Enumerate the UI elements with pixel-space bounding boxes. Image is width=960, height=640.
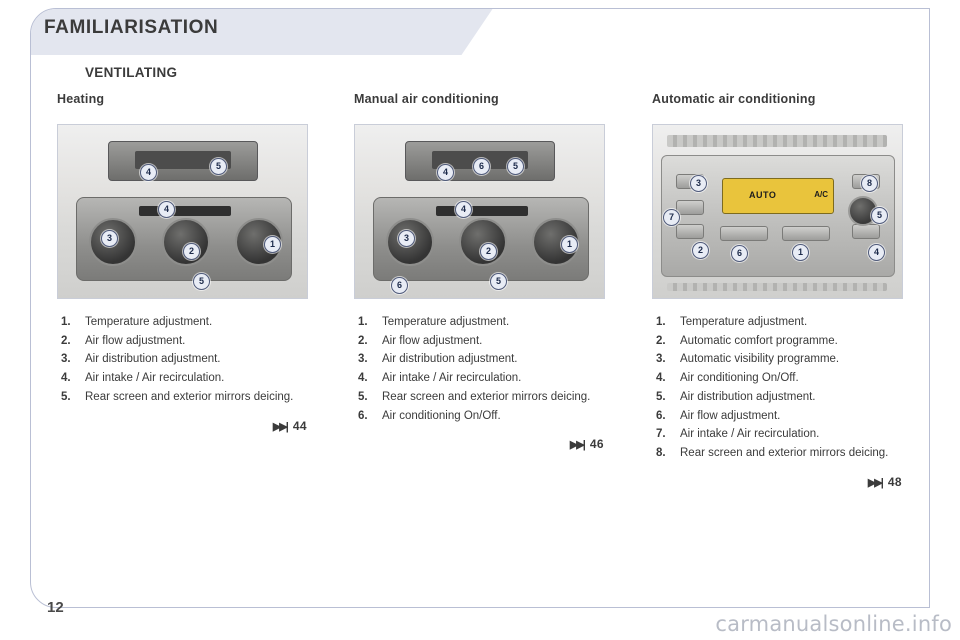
air-conditioning-onoff-button (852, 224, 880, 239)
legend-item (354, 334, 606, 349)
legend-item (57, 315, 309, 330)
callout-radio-4: 4 (140, 164, 157, 181)
callout-3: 3 (398, 230, 415, 247)
callout-3: 3 (101, 230, 118, 247)
legend-number: 4. (61, 372, 71, 385)
legend-text: Air flow adjustment. (382, 334, 483, 347)
legend-number: 5. (61, 390, 71, 403)
legend-text: Air conditioning On/Off. (680, 372, 799, 385)
display-auto-label: AUTO (749, 190, 777, 200)
legend-item (652, 352, 904, 367)
callout-4: 4 (455, 201, 472, 218)
legend-text: Air intake / Air recirculation. (680, 428, 820, 441)
callout-1: 1 (264, 236, 281, 253)
legend-number: 5. (358, 390, 368, 403)
cross-reference-heating[interactable] (57, 419, 309, 433)
legend-item (354, 409, 606, 424)
legend-number: 6. (656, 409, 666, 422)
cross-reference-automatic-ac[interactable] (652, 475, 904, 489)
legend-item (57, 334, 309, 349)
legend-number: 7. (656, 428, 666, 441)
legend-item (652, 446, 904, 461)
legend-item (57, 352, 309, 367)
legend-number: 8. (656, 447, 666, 460)
column-manual-ac (354, 92, 606, 451)
legend-number: 2. (61, 334, 71, 347)
legend-text: Air conditioning On/Off. (382, 409, 501, 422)
manual-ac-controls-photo (354, 124, 605, 299)
legend-item (652, 409, 904, 424)
column-heating (57, 92, 309, 433)
legend-text: Rear screen and exterior mirrors deicing. (382, 390, 591, 403)
automatic-hvac-panel (661, 155, 895, 277)
legend-text: Air distribution adjustment. (382, 353, 518, 366)
legend-text: Temperature adjustment. (85, 316, 213, 328)
legend-number: 3. (358, 353, 368, 366)
legend-item (652, 427, 904, 442)
legend-item (652, 390, 904, 405)
comfort-programme-button (676, 224, 704, 239)
display-ac-label: A/C (814, 190, 828, 199)
callout-2: 2 (183, 243, 200, 260)
legend-text: Automatic visibility programme. (680, 353, 840, 366)
heating-controls-photo (57, 124, 308, 299)
airflow-button (720, 226, 768, 241)
hvac-display (722, 178, 834, 214)
callout-1: 1 (792, 244, 809, 261)
xref-arrow-icon: ▶▶| (272, 420, 287, 433)
airflow-knob (162, 218, 210, 266)
callout-2: 2 (692, 242, 709, 259)
page-title: FAMILIARISATION (44, 17, 219, 38)
temperature-button (782, 226, 830, 241)
column-automatic-ac (652, 92, 904, 489)
callout-3: 3 (690, 175, 707, 192)
legend-manual-ac (354, 315, 606, 423)
callout-5: 5 (193, 273, 210, 290)
legend-number: 1. (656, 316, 666, 328)
automatic-ac-controls-photo (652, 124, 903, 299)
vent-strip-bottom (667, 283, 887, 291)
xref-page: 44 (292, 418, 307, 433)
legend-item (354, 352, 606, 367)
section-title: VENTILATING (85, 65, 178, 80)
legend-number: 3. (61, 353, 71, 366)
recirculation-button (676, 200, 704, 215)
legend-text: Air distribution adjustment. (680, 390, 816, 403)
callout-4: 4 (868, 244, 885, 261)
column-title-automatic-ac: Automatic air conditioning (652, 92, 816, 106)
panel-slot (436, 206, 528, 216)
callout-8: 8 (861, 175, 878, 192)
legend-text: Air intake / Air recirculation. (85, 372, 225, 385)
cross-reference-manual-ac[interactable] (354, 437, 606, 451)
xref-page: 46 (589, 437, 604, 452)
legend-text: Air intake / Air recirculation. (382, 372, 522, 385)
callout-5: 5 (490, 273, 507, 290)
callout-1: 1 (561, 236, 578, 253)
legend-item (57, 390, 309, 405)
legend-item (652, 371, 904, 386)
callout-6: 6 (731, 245, 748, 262)
callout-radio-6: 6 (473, 158, 490, 175)
callout-5: 5 (871, 207, 888, 224)
xref-page: 48 (887, 474, 902, 489)
legend-number: 3. (656, 353, 666, 366)
legend-item (354, 315, 606, 330)
legend-item (354, 390, 606, 405)
callout-7: 7 (663, 209, 680, 226)
legend-automatic-ac (652, 315, 904, 461)
panel-slot (139, 206, 231, 216)
watermark: carmanualsonline.info (715, 612, 952, 636)
column-title-heating: Heating (57, 92, 105, 106)
vent-strip-top (667, 135, 887, 147)
legend-text: Temperature adjustment. (680, 316, 808, 328)
legend-item (652, 334, 904, 349)
callout-4: 4 (158, 201, 175, 218)
airflow-knob (459, 218, 507, 266)
legend-number: 4. (358, 372, 368, 385)
legend-item (354, 371, 606, 386)
legend-item (57, 371, 309, 386)
legend-number: 2. (358, 334, 368, 347)
legend-number: 1. (358, 316, 368, 328)
legend-text: Rear screen and exterior mirrors deicing. (680, 447, 889, 460)
callout-radio-5: 5 (507, 158, 524, 175)
xref-arrow-icon: ▶▶| (569, 439, 584, 452)
legend-number: 6. (358, 409, 368, 422)
callout-radio-5: 5 (210, 158, 227, 175)
legend-heating (57, 315, 309, 405)
legend-text: Rear screen and exterior mirrors deicing. (85, 390, 294, 403)
radio-unit (108, 141, 258, 181)
legend-text: Temperature adjustment. (382, 316, 510, 328)
legend-item (652, 315, 904, 330)
legend-number: 2. (656, 334, 666, 347)
legend-text: Automatic comfort programme. (680, 334, 838, 347)
legend-text: Air flow adjustment. (85, 334, 186, 347)
xref-arrow-icon: ▶▶| (867, 476, 882, 489)
callout-2: 2 (480, 243, 497, 260)
legend-number: 5. (656, 390, 666, 403)
page-number: 12 (47, 599, 64, 616)
column-title-manual-ac: Manual air conditioning (354, 92, 499, 106)
callout-6: 6 (391, 277, 408, 294)
legend-text: Air distribution adjustment. (85, 353, 221, 366)
legend-text: Air flow adjustment. (680, 409, 781, 422)
legend-number: 4. (656, 372, 666, 385)
legend-number: 1. (61, 316, 71, 328)
callout-radio-4: 4 (437, 164, 454, 181)
